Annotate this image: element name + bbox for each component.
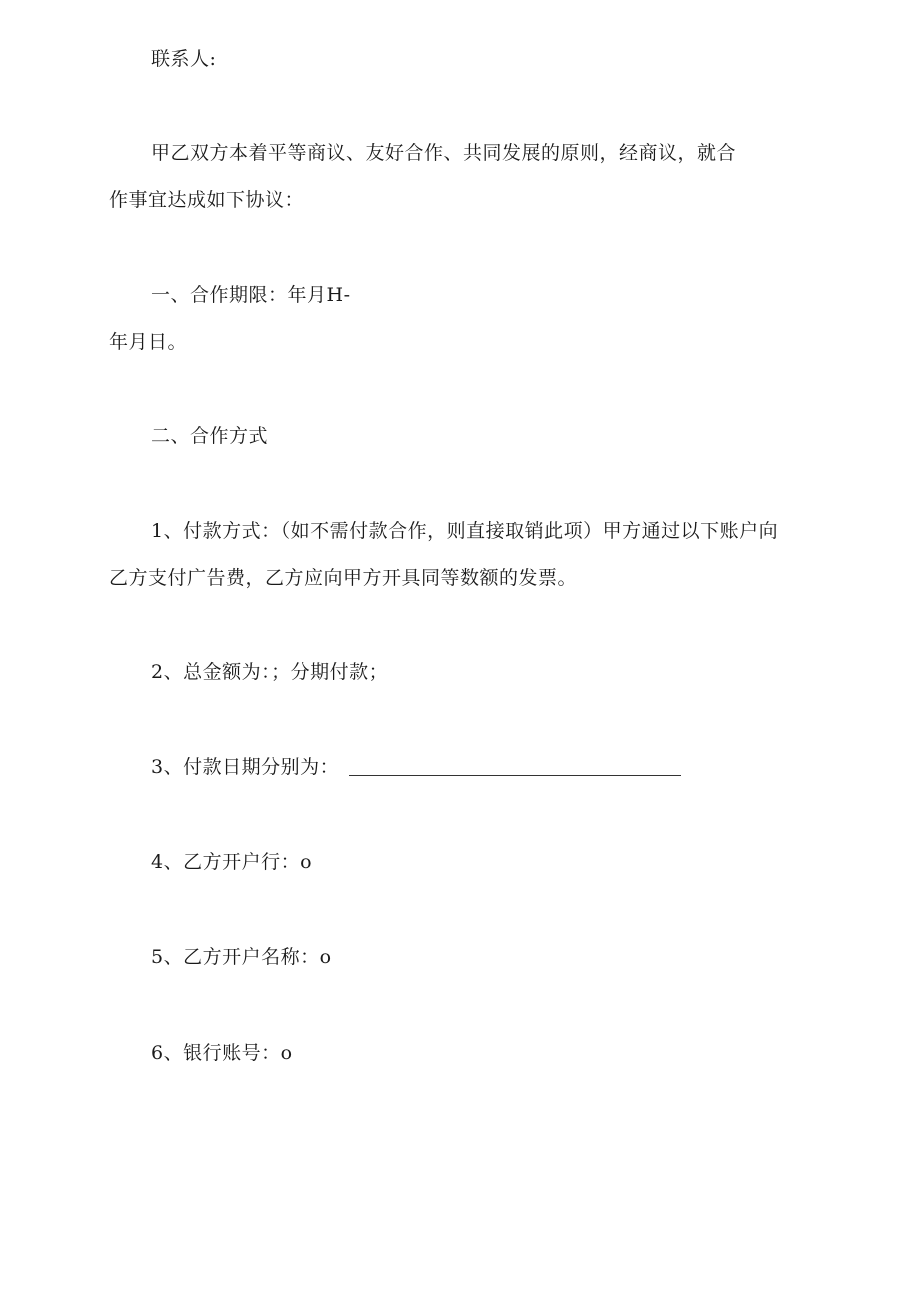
section1-term-line-2: 年月日。 <box>109 331 188 353</box>
section2-heading: 二、合作方式 <box>151 425 269 447</box>
item6-account-number: 6、银行账号：o <box>151 1042 293 1064</box>
preamble-line-2: 作事宜达成如下协议： <box>109 189 305 211</box>
preamble-line-1: 甲乙双方本着平等商议、友好合作、共同发展的原则，经商议，就合 <box>151 142 737 164</box>
payment-dates-blank-line <box>349 775 681 776</box>
item2-total-amount: 2、总金额为：；分期付款； <box>151 661 389 683</box>
section1-term-line-1: 一、合作期限：年月H- <box>151 284 351 306</box>
item5-account-name: 5、乙方开户名称：o <box>151 946 332 968</box>
contact-line: 联系人: <box>151 48 217 70</box>
item4-bank-branch: 4、乙方开户行：o <box>151 851 313 873</box>
item1-payment-method-line-1: 1、付款方式：（如不需付款合作，则直接取销此项）甲方通过以下账户向 <box>151 520 779 542</box>
item3-payment-dates: 3、付款日期分别为： <box>151 756 340 778</box>
item1-payment-method-line-2: 乙方支付广告费，乙方应向甲方开具同等数额的发票。 <box>109 567 578 589</box>
